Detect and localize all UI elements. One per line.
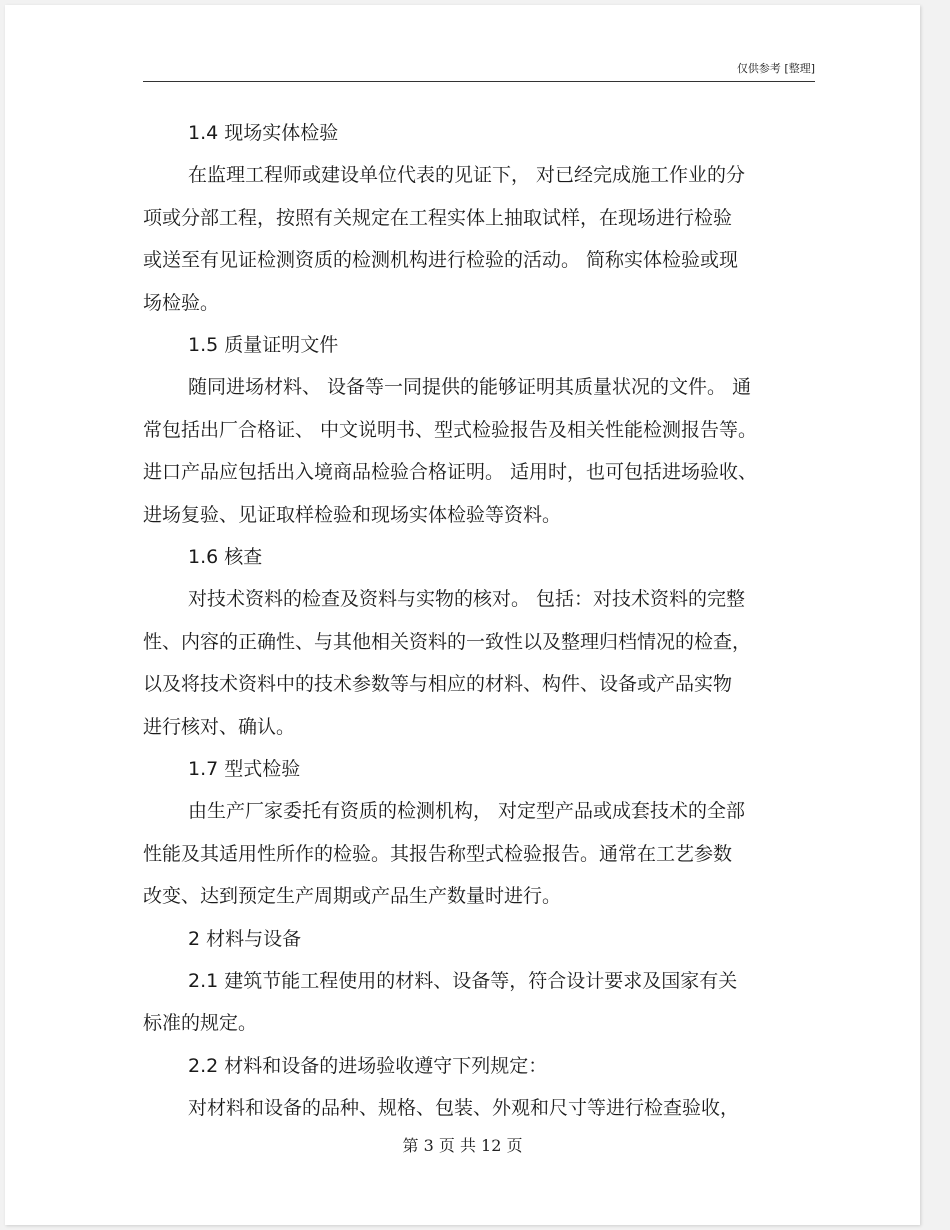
section-heading-1-4: 1.4 现场实体检验	[188, 122, 339, 144]
paragraph-line: 随同进场材料、 设备等一同提供的能够证明其质量状况的文件。 通	[188, 376, 752, 398]
section-heading-1-5: 1.5 质量证明文件	[188, 334, 339, 356]
header-rule	[143, 81, 815, 82]
section-heading-1-7: 1.7 型式检验	[188, 758, 301, 780]
paragraph-line: 常包括出厂合格证、 中文说明书、型式检验报告及相关性能检测报告等。	[143, 419, 758, 441]
paragraph-line: 进口产品应包括出入境商品检验合格证明。 适用时，也可包括进场验收、	[143, 461, 758, 483]
page-number-footer: 第 3 页 共 12 页	[402, 1136, 523, 1155]
header-note: 仅供参考 [整理]	[736, 62, 815, 75]
paragraph-line: 项或分部工程，按照有关规定在工程实体上抽取试样，在现场进行检验	[143, 207, 733, 229]
paragraph-line: 场检验。	[143, 292, 220, 314]
paragraph-line: 以及将技术资料中的技术参数等与相应的材料、构件、设备或产品实物	[143, 673, 733, 695]
section-heading-1-6: 1.6 核查	[188, 546, 263, 568]
paragraph-line: 进场复验、见证取样检验和现场实体检验等资料。	[143, 504, 562, 526]
paragraph-line: 在监理工程师或建设单位代表的见证下， 对已经完成施工作业的分	[188, 164, 746, 186]
paragraph-line: 性能及其适用性所作的检验。其报告称型式检验报告。通常在工艺参数	[143, 843, 733, 865]
paragraph-line: 2.2 材料和设备的进场验收遵守下列规定：	[188, 1055, 548, 1077]
paragraph-line: 改变、达到预定生产周期或产品生产数量时进行。	[143, 885, 562, 907]
paragraph-line: 或送至有见证检测资质的检测机构进行检验的活动。 简称实体检验或现	[143, 249, 739, 271]
paragraph-line: 对材料和设备的品种、规格、包装、外观和尺寸等进行检查验收，	[188, 1097, 740, 1119]
document-page	[5, 5, 920, 1225]
paragraph-line: 2.1 建筑节能工程使用的材料、设备等，符合设计要求及国家有关	[188, 970, 738, 992]
paragraph-line: 性、内容的正确性、与其他相关资料的一致性以及整理归档情况的检查，	[143, 631, 752, 653]
paragraph-line: 进行核对、确认。	[143, 716, 296, 738]
section-heading-2: 2 材料与设备	[188, 928, 302, 950]
paragraph-line: 标准的规定。	[143, 1012, 258, 1034]
paragraph-line: 对技术资料的检查及资料与实物的核对。 包括：对技术资料的完整	[188, 588, 746, 610]
paragraph-line: 由生产厂家委托有资质的检测机构， 对定型产品或成套技术的全部	[188, 800, 746, 822]
